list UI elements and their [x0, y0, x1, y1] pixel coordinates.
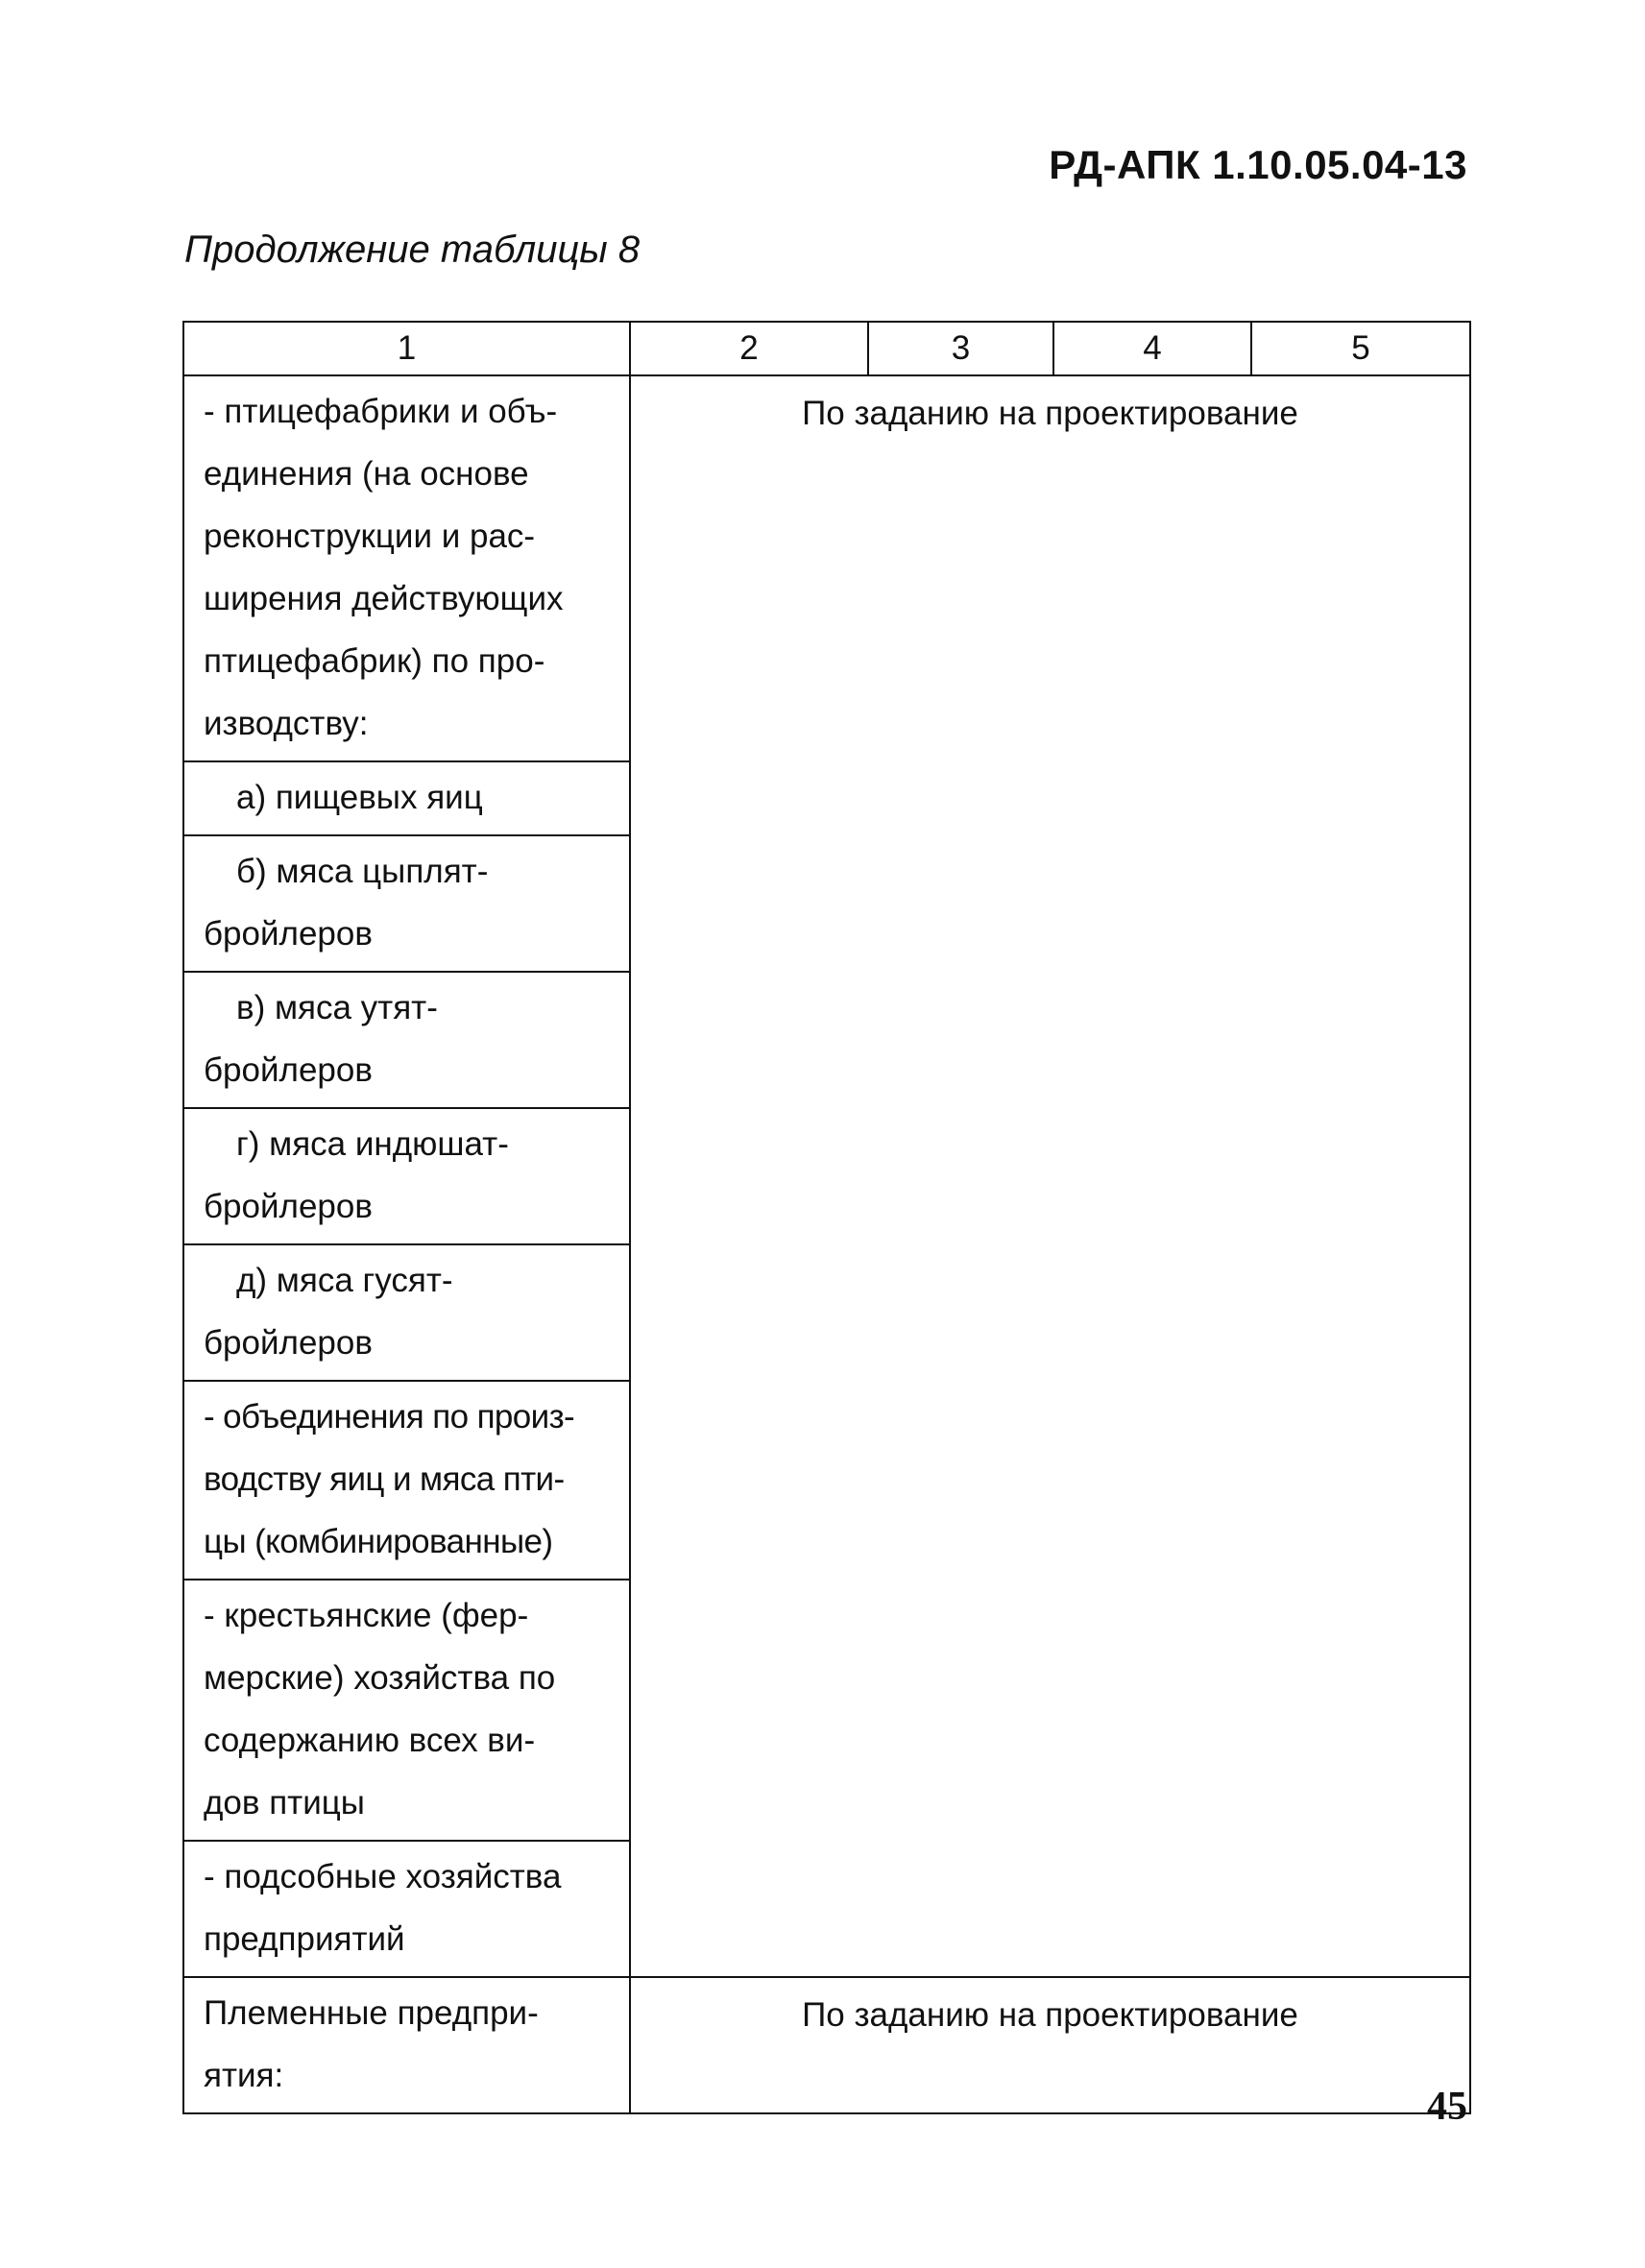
label-line: - птицефабрики и объ- — [204, 393, 558, 430]
label-line: а) пищевых яиц — [236, 779, 483, 816]
label-line: ширения действующих — [204, 580, 564, 617]
label-line: г) мяса индюшат- — [236, 1125, 509, 1163]
label-line: бройлеров — [204, 1051, 373, 1089]
row-label-poultry-farms — [183, 375, 630, 761]
row-label-broiler-turkeys — [183, 1108, 630, 1244]
row-label-broiler-goslings — [183, 1244, 630, 1381]
label-line: дов птицы — [204, 1784, 365, 1822]
label-line: д) мяса гусят- — [236, 1262, 453, 1299]
label-line: - подсобные хозяйства — [204, 1858, 562, 1895]
label-line: - объединения по произ- — [204, 1398, 575, 1436]
table-header-cell-4: 4 — [1053, 322, 1251, 375]
label-line: единения (на основе — [204, 455, 529, 493]
row-label-food-eggs — [183, 761, 630, 835]
label-line: - крестьянские (фер- — [204, 1597, 529, 1634]
page-number: 45 — [1427, 2085, 1467, 2129]
merged-value-text: По заданию на проектирование — [802, 1996, 1298, 2034]
table-header-cell-5: 5 — [1251, 322, 1470, 375]
merged-value-cell-1 — [630, 375, 1470, 1977]
label-line: реконструкции и рас- — [204, 518, 536, 555]
row-label-broiler-ducklings — [183, 972, 630, 1108]
label-line: водству яиц и мяса пти- — [204, 1460, 565, 1498]
row-label-auxiliary-farms — [183, 1841, 630, 1977]
label-line: в) мяса утят- — [236, 989, 438, 1026]
label-line: б) мяса цыплят- — [236, 853, 489, 890]
label-line: изводству: — [204, 705, 369, 742]
table-row — [183, 375, 1470, 761]
merged-value-text: По заданию на проектирование — [802, 395, 1298, 432]
label-line: птицефабрик) по про- — [204, 642, 545, 680]
label-line: бройлеров — [204, 915, 373, 953]
row-label-broiler-chickens — [183, 835, 630, 972]
table-header-cell-2: 2 — [630, 322, 868, 375]
label-line: Племенные предпри- — [204, 1994, 539, 2032]
label-line: мерские) хозяйства по — [204, 1659, 556, 1697]
label-line: цы (комбинированные) — [204, 1523, 553, 1560]
data-table — [182, 321, 1471, 2114]
document-code: РД-АПК 1.10.05.04-13 — [1049, 142, 1467, 187]
table-header-cell-1: 1 — [183, 322, 630, 375]
data-table-container — [182, 321, 1469, 2114]
row-label-peasant-farms — [183, 1580, 630, 1841]
table-header-cell-3: 3 — [868, 322, 1053, 375]
label-line: содержанию всех ви- — [204, 1722, 536, 1759]
label-line: предприятий — [204, 1920, 405, 1958]
merged-value-cell-2 — [630, 1977, 1470, 2113]
label-line: ятия: — [204, 2057, 284, 2094]
label-line: бройлеров — [204, 1188, 373, 1225]
label-line: бройлеров — [204, 1324, 373, 1362]
table-caption: Продолжение таблицы 8 — [184, 229, 641, 271]
table-row — [183, 1977, 1470, 2113]
row-label-combined-associations — [183, 1381, 630, 1580]
table-header-row — [183, 322, 1470, 375]
row-label-breeding-enterprises — [183, 1977, 630, 2113]
